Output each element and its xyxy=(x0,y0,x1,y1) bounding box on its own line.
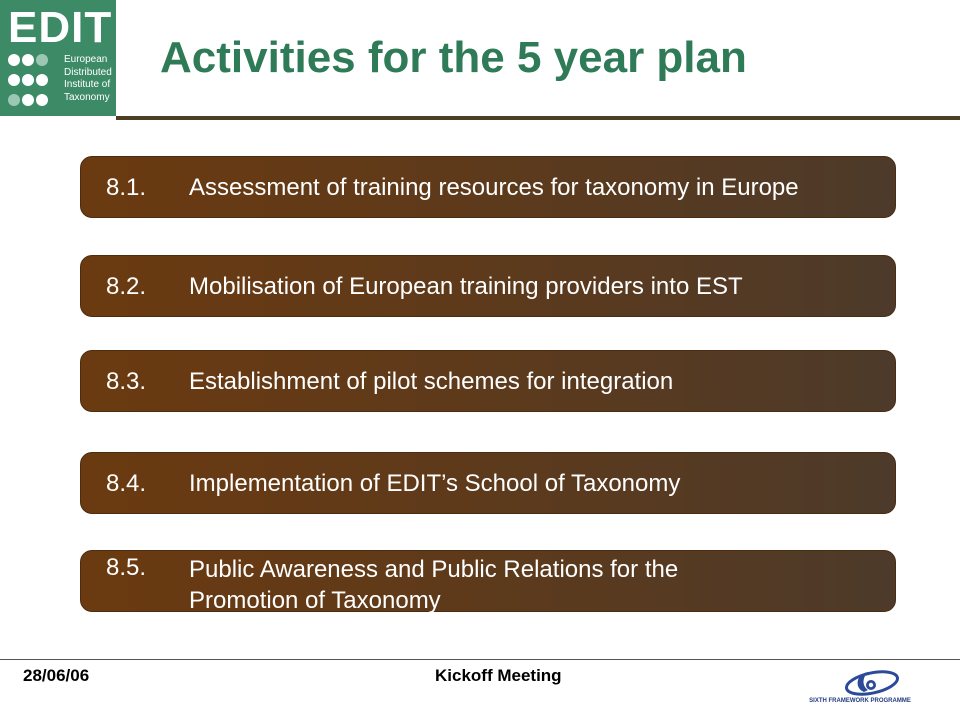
framework-programme-label: SIXTH FRAMEWORK PROGRAMME xyxy=(809,698,911,704)
footer-event-title: Kickoff Meeting xyxy=(435,666,562,685)
activity-item-8-3 xyxy=(80,350,896,412)
activity-text: Mobilisation of European training providers into EST xyxy=(189,273,743,300)
slide-title: Activities for the 5 year plan xyxy=(160,33,747,82)
activity-text: Assessment of training resources for taxonomy in Europe xyxy=(189,174,799,201)
activity-number: 8.1. xyxy=(106,174,147,201)
logo-dots-icon xyxy=(8,54,58,114)
activity-number: 8.3. xyxy=(106,368,147,395)
activity-item-8-2 xyxy=(80,255,896,317)
logo-line: Distributed xyxy=(64,66,112,78)
footer-divider xyxy=(0,659,960,660)
logo-wordmark: EDIT xyxy=(8,3,113,52)
activity-text-line: Promotion of Taxonomy xyxy=(189,587,441,614)
activity-item-8-1 xyxy=(80,156,896,218)
activity-number: 8.2. xyxy=(106,273,147,300)
logo-line: European xyxy=(64,54,108,65)
logo-line: Taxonomy xyxy=(64,91,110,103)
activity-text xyxy=(189,554,883,616)
framework-programme-logo-icon xyxy=(808,666,912,712)
activity-item-8-5 xyxy=(80,550,896,612)
activity-text: Establishment of pilot schemes for integration xyxy=(189,368,674,395)
activity-text: Implementation of EDIT’s School of Taxonomy xyxy=(189,470,681,497)
footer-date: 28/06/06 xyxy=(23,666,90,685)
logo-text xyxy=(64,54,116,104)
activity-number: 8.4. xyxy=(106,470,147,497)
activity-number: 8.5. xyxy=(106,554,147,581)
logo-line: Institute of xyxy=(64,79,111,90)
edit-logo xyxy=(0,0,116,116)
activity-text-line: Public Awareness and Public Relations for the xyxy=(189,556,679,583)
title-divider xyxy=(116,116,960,120)
activity-item-8-4 xyxy=(80,452,896,514)
